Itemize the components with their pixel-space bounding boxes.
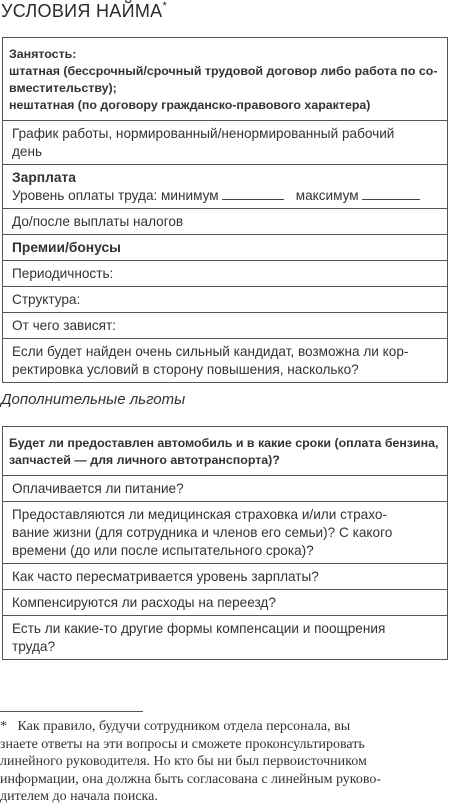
- periodicity-row: [3, 260, 447, 286]
- page-title-text: УСЛОВИЯ НАЙМА: [1, 1, 163, 21]
- insurance-line2: вание жизни (для сотрудника и членов его семьи)? С какого: [12, 525, 393, 540]
- salary-title: Зарплата: [12, 170, 76, 185]
- salary-max-blank: [362, 189, 420, 200]
- salary-row: [3, 164, 447, 208]
- salary-min-blank: [222, 189, 284, 200]
- footnote-line1: [0, 718, 450, 736]
- relocation-row: [3, 589, 447, 615]
- footnote-line5: дителем до начала поиска.: [0, 789, 158, 805]
- structure-text: Структура:: [12, 292, 81, 307]
- car-row: [3, 427, 447, 475]
- meals-text: Оплачивается ли питание?: [12, 481, 184, 496]
- employment-label: Занятость:: [9, 47, 77, 61]
- structure-row: [3, 286, 447, 312]
- strong-candidate-line1: Если будет найден очень сильный кандидат, возможна ли кор-: [12, 344, 409, 359]
- car-line1: Будет ли предоставлен автомобиль и в какие сроки (оплата бензина,: [9, 436, 439, 450]
- page-title: [1, 1, 167, 22]
- bonus-title-row: [3, 234, 447, 260]
- footnote-text1: Как правило, будучи сотрудником отдела персонала, вы: [17, 719, 351, 734]
- meals-row: [3, 475, 447, 501]
- other-line1: Есть ли какие-то другие формы компенсации и поощрения: [12, 621, 386, 636]
- depends-text: От чего зависят:: [12, 318, 116, 333]
- depends-row: [3, 312, 447, 338]
- salary-review-text: Как часто пересматривается уровень зарплаты?: [12, 569, 319, 584]
- periodicity-text: Периодичность:: [12, 266, 114, 281]
- car-line2: запчастей — для личного автотранспорта)?: [9, 453, 280, 467]
- salary-min-label: Уровень оплаты труда: минимум: [12, 188, 219, 203]
- salary-review-row: [3, 563, 447, 589]
- footnote-line2: знаете ответы на эти вопросы и сможете проконсультировать: [0, 736, 365, 752]
- footnote-line4: информации, она должна быть согласована с линейным руково-: [0, 771, 382, 787]
- salary-range: [12, 187, 439, 205]
- other-line2: труда?: [12, 639, 56, 654]
- relocation-text: Компенсируются ли расходы на переезд?: [12, 595, 276, 610]
- benefits-section-title: Дополнительные льготы: [1, 391, 186, 408]
- employment-fulltime-line1: штатная (бессрочный/срочный трудовой договор либо работа по со-: [9, 64, 438, 78]
- schedule-row: [3, 120, 447, 164]
- strong-candidate-row: [3, 338, 447, 382]
- insurance-line1: Предоставляются ли медицинская страховка и/или страхо-: [12, 507, 387, 522]
- taxes-text: До/после выплаты налогов: [12, 214, 184, 229]
- taxes-row: [3, 208, 447, 234]
- schedule-line2: день: [12, 144, 43, 159]
- footnote-mark: *: [162, 0, 168, 12]
- other-row: [3, 615, 447, 659]
- employment-fulltime-line2: вместительству);: [9, 81, 117, 95]
- salary-max-label: максимум: [295, 188, 359, 203]
- hiring-conditions-table: [2, 37, 448, 383]
- footnote-marker: *: [0, 719, 7, 734]
- employment-row: [3, 38, 447, 120]
- employment-freelance: нештатная (по договору гражданско-правового характера): [9, 98, 371, 112]
- benefits-table: [2, 426, 448, 660]
- footnote: [0, 718, 450, 806]
- bonus-title: Премии/бонусы: [12, 240, 121, 255]
- footnote-line3: линейного руководителя. Но кто бы ни был первоисточником: [0, 754, 367, 770]
- insurance-line3: времени (до или после испытательного срока)?: [12, 543, 314, 558]
- insurance-row: [3, 501, 447, 563]
- footnote-divider: [0, 711, 143, 712]
- schedule-line1: График работы, нормированный/ненормированный рабочий: [12, 126, 395, 141]
- strong-candidate-line2: ректировка условий в сторону повышения, насколько?: [12, 362, 359, 377]
